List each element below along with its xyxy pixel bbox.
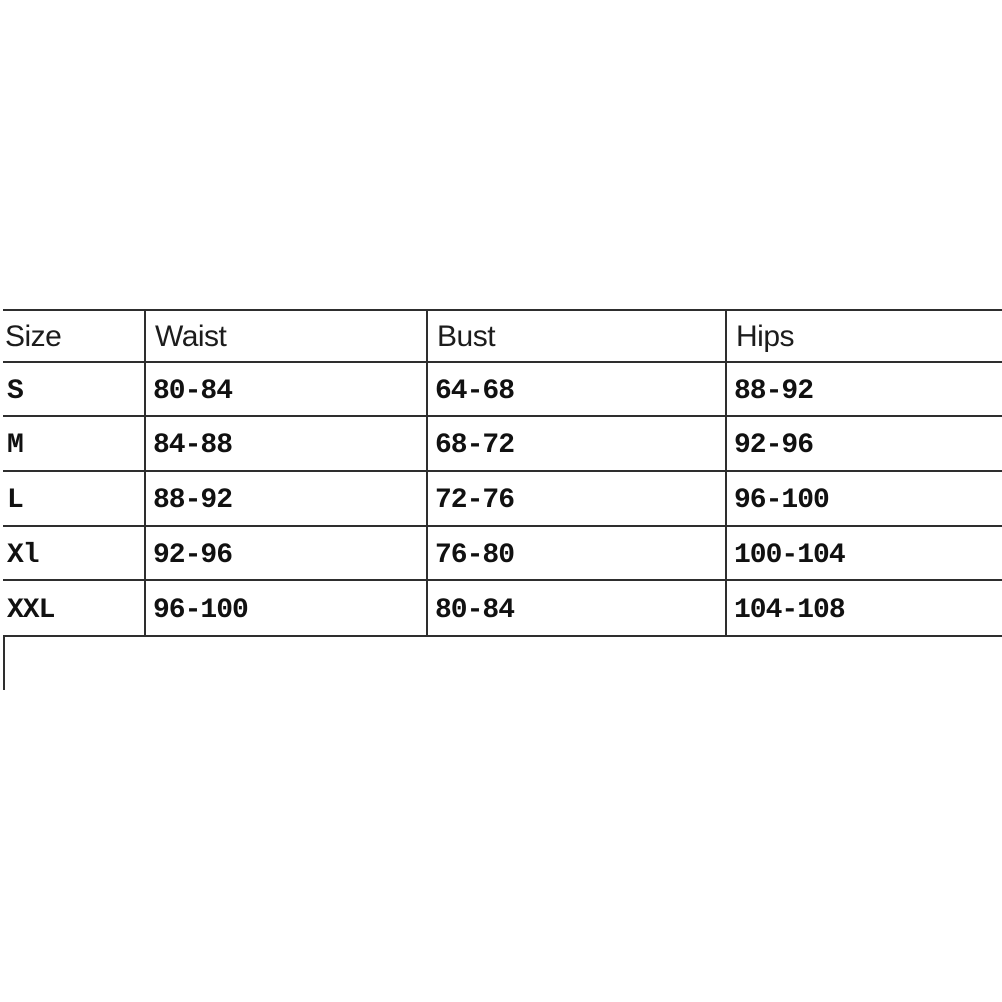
header-cell-waist: Waist — [146, 311, 428, 363]
cell-hips-row1: 88-92 — [727, 363, 1002, 417]
header-cell-bust: Bust — [428, 311, 727, 363]
cell-size-row2: M — [3, 417, 146, 472]
cell-waist-row5: 96-100 — [146, 581, 428, 637]
cell-hips-row4: 100-104 — [727, 527, 1002, 581]
cell-hips-row5: 104-108 — [727, 581, 1002, 637]
cell-bust-row2: 68-72 — [428, 417, 727, 472]
size-chart-table — [3, 309, 1002, 637]
cell-waist-row1: 80-84 — [146, 363, 428, 417]
cell-bust-row4: 76-80 — [428, 527, 727, 581]
cell-size-row5: XXL — [3, 581, 146, 637]
cell-size-row4: Xl — [3, 527, 146, 581]
cell-size-row3: L — [3, 472, 146, 527]
header-cell-hips: Hips — [727, 311, 1002, 363]
cell-bust-row3: 72-76 — [428, 472, 727, 527]
cell-hips-row2: 92-96 — [727, 417, 1002, 472]
cell-waist-row2: 84-88 — [146, 417, 428, 472]
cell-bust-row5: 80-84 — [428, 581, 727, 637]
cell-waist-row3: 88-92 — [146, 472, 428, 527]
cell-waist-row4: 92-96 — [146, 527, 428, 581]
header-cell-size: Size — [3, 311, 146, 363]
cell-size-row1: S — [3, 363, 146, 417]
cell-hips-row3: 96-100 — [727, 472, 1002, 527]
cell-bust-row1: 64-68 — [428, 363, 727, 417]
